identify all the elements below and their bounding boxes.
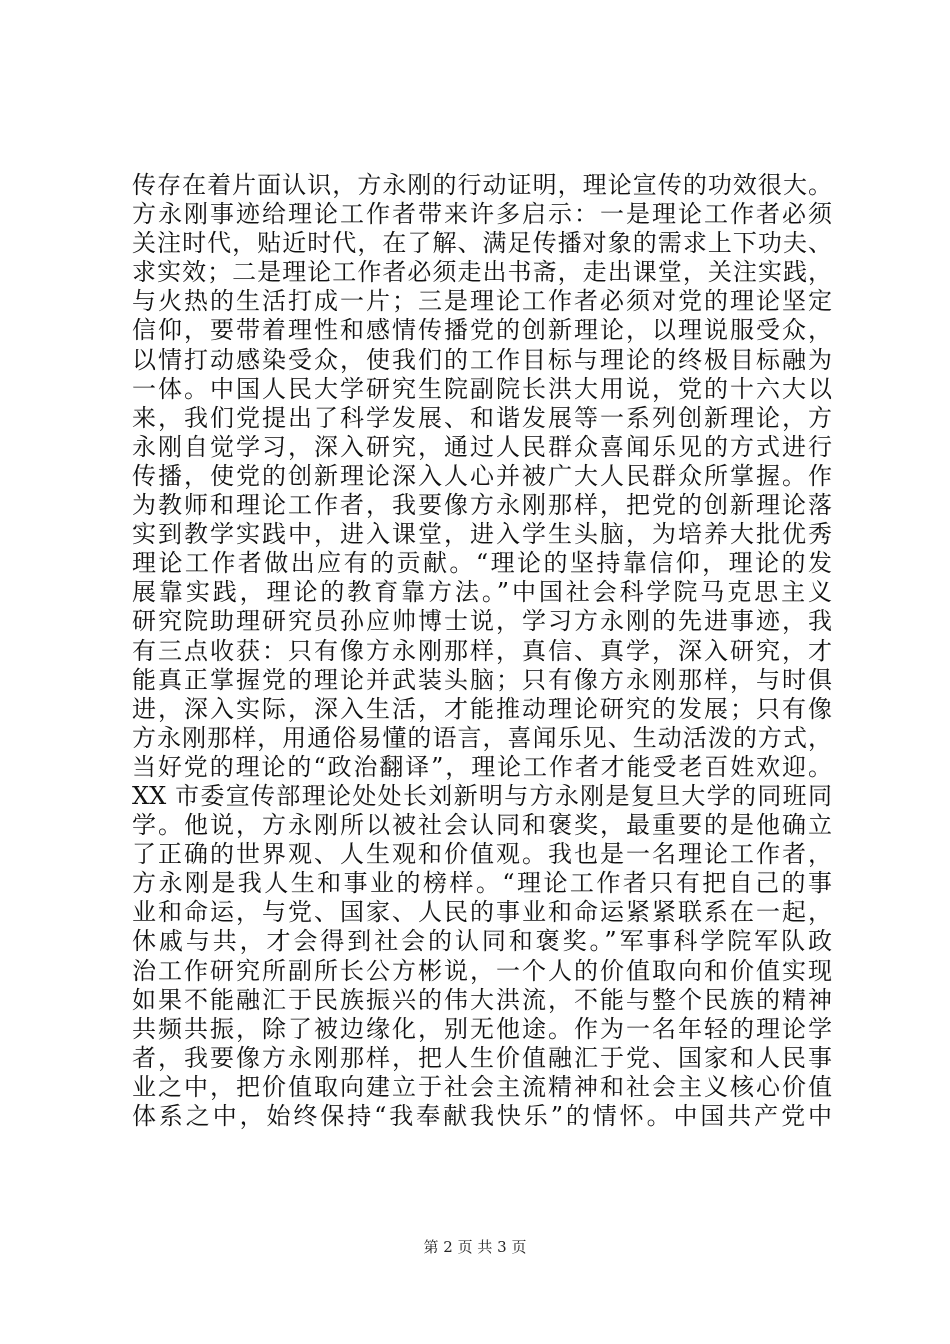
text-line: 以情打动感染受众，使我们的工作目标与理论的终极目标融为 [132,345,832,374]
body-text [132,171,832,1131]
text-line: 方永刚是我人生和事业的榜样。“理论工作者只有把自己的事 [132,869,832,898]
text-line: 休戚与共，才会得到社会的认同和褒奖。”军事科学院军队政 [132,927,832,956]
text-line: 方永刚那样，用通俗易懂的语言，喜闻乐见、生动活泼的方式， [132,723,832,752]
text-line: 研究院助理研究员孙应帅博士说，学习方永刚的先进事迹，我 [132,607,832,636]
text-line: 一体。中国人民大学研究生院副院长洪大用说，党的十六大以 [132,374,832,403]
text-line: 体系之中，始终保持“我奉献我快乐”的情怀。中国共产党中 [132,1102,832,1130]
text-line: 与火热的生活打成一片；三是理论工作者必须对党的理论坚定 [132,287,832,316]
text-line: 方永刚事迹给理论工作者带来许多启示：一是理论工作者必须 [132,200,832,229]
text-line: 能真正掌握党的理论并武装头脑；只有像方永刚那样，与时俱 [132,665,832,694]
text-line: 当好党的理论的“政治翻译”，理论工作者才能受老百姓欢迎。 [132,752,832,781]
text-line: 进，深入实际，深入生活，才能推动理论研究的发展；只有像 [132,694,832,723]
text-line: 业和命运，与党、国家、人民的事业和命运紧紧联系在一起， [132,898,832,927]
text-line: 共频共振，除了被边缘化，别无他途。作为一名年轻的理论学 [132,1014,832,1043]
text-line: 永刚自觉学习，深入研究，通过人民群众喜闻乐见的方式进行 [132,432,832,461]
text-line: 如果不能融汇于民族振兴的伟大洪流，不能与整个民族的精神 [132,985,832,1014]
text-line: 信仰，要带着理性和感情传播党的创新理论，以理说服受众， [132,316,832,345]
text-line: 传播，使党的创新理论深入人心并被广大人民群众所掌握。作 [132,461,832,490]
page-footer: 第 2 页 共 3 页 [423,1238,527,1256]
text-line: XX 市委宣传部理论处处长刘新明与方永刚是复旦大学的同班同 [132,781,832,810]
text-line: 治工作研究所副所长公方彬说，一个人的价值取向和价值实现 [132,956,832,985]
text-line: 传存在着片面认识，方永刚的行动证明，理论宣传的功效很大。 [132,171,832,199]
text-line: 理论工作者做出应有的贡献。“理论的坚持靠信仰，理论的发 [132,549,832,578]
text-line: 来，我们党提出了科学发展、和谐发展等一系列创新理论，方 [132,403,832,432]
text-line: 者，我要像方永刚那样，把人生价值融汇于党、国家和人民事 [132,1043,832,1072]
text-line: 有三点收获：只有像方永刚那样，真信、真学，深入研究，才 [132,636,832,665]
text-line: 学。他说，方永刚所以被社会认同和褒奖，最重要的是他确立 [132,811,832,840]
text-line: 了正确的世界观、人生观和价值观。我也是一名理论工作者， [132,840,832,869]
text-line: 求实效；二是理论工作者必须走出书斋，走出课堂，关注实践， [132,258,832,287]
text-line: 实到教学实践中，进入课堂，进入学生头脑，为培养大批优秀 [132,520,832,549]
text-line: 展靠实践，理论的教育靠方法。”中国社会科学院马克思主义 [132,578,832,607]
text-line: 业之中，把价值取向建立于社会主流精神和社会主义核心价值 [132,1072,832,1101]
text-line: 关注时代，贴近时代，在了解、满足传播对象的需求上下功夫、 [132,229,832,258]
text-line: 为教师和理论工作者，我要像方永刚那样，把党的创新理论落 [132,491,832,520]
